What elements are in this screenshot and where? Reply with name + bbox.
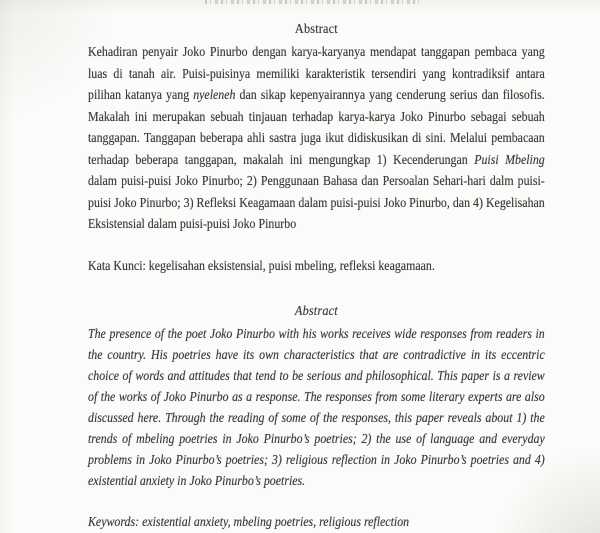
keywords-line: Keywords: existential anxiety, mbeling poetries, religious reflection [88, 513, 410, 529]
abstract-indonesian-section [88, 19, 545, 276]
kata-kunci-line: Kata Kunci: kegelisahan eksistensial, puisi mbeling, refleksi keagamaan. [88, 257, 435, 273]
abstract-english-section [88, 301, 545, 532]
abstract-id-heading: Abstract [294, 22, 338, 37]
page-text-block [88, 5, 545, 532]
abstract-en-paragraph: The presence of the poet Joko Pinurbo with his works receives wide responses from readers in the country. His poetries have its own characteristics that are contradictive in its eccentric choice of words and attitudes that tend to be serious and philosophical. This paper is a review of the works of Joko Pinurbo as a response. The responses from some literary experts are also discussed here. Through the reading of some of the responses, this paper reveals about 1) the trends of mbeling poetries in Joko Pinurbo’s poetries; 2) the use of language and everyday problems in Joko Pinurbo’s poetries; 3) religious reflection in Joko Pinurbo’s poetries and 4) existential anxiety in Joko Pinurbo’s poetries. [88, 325, 545, 488]
abstract-en-heading: Abstract [294, 303, 338, 319]
abstract-id-paragraph: Kehadiran penyair Joko Pinurbo dengan karya-karyanya mendapat tanggapan pembaca yang luas di tanah air. Puisi-puisinya memiliki karakteristik tersendiri yang kontradiksif antara pilihan katanya yang nyeleneh dan sikap kepenyairannya yang cenderung serius dan filosofis. Makalah ini merupakan sebuah tinjauan terhadap karya-karya Joko Pinurbo sebagai sebuah tanggapan. Tanggapan beberapa ahli sastra juga ikut didiskusikan di sini. Melalui pembacaan terhadap beberapa tanggapan, makalah ini mengungkap 1) Kecenderungan Puisi Mbeling dalam puisi-puisi Joko Pinurbo; 2) Penggunaan Bahasa dan Persoalan Sehari-hari dalm puisi-puisi Joko Pinurbo; 3) Refleksi Keagamaan dalam puisi-puisi Joko Pinurbo, dan 4) Kegelisahan Eksistensial dalam puisi-puisi Joko Pinurbo [88, 44, 545, 231]
cropped-title-text [205, 0, 423, 4]
